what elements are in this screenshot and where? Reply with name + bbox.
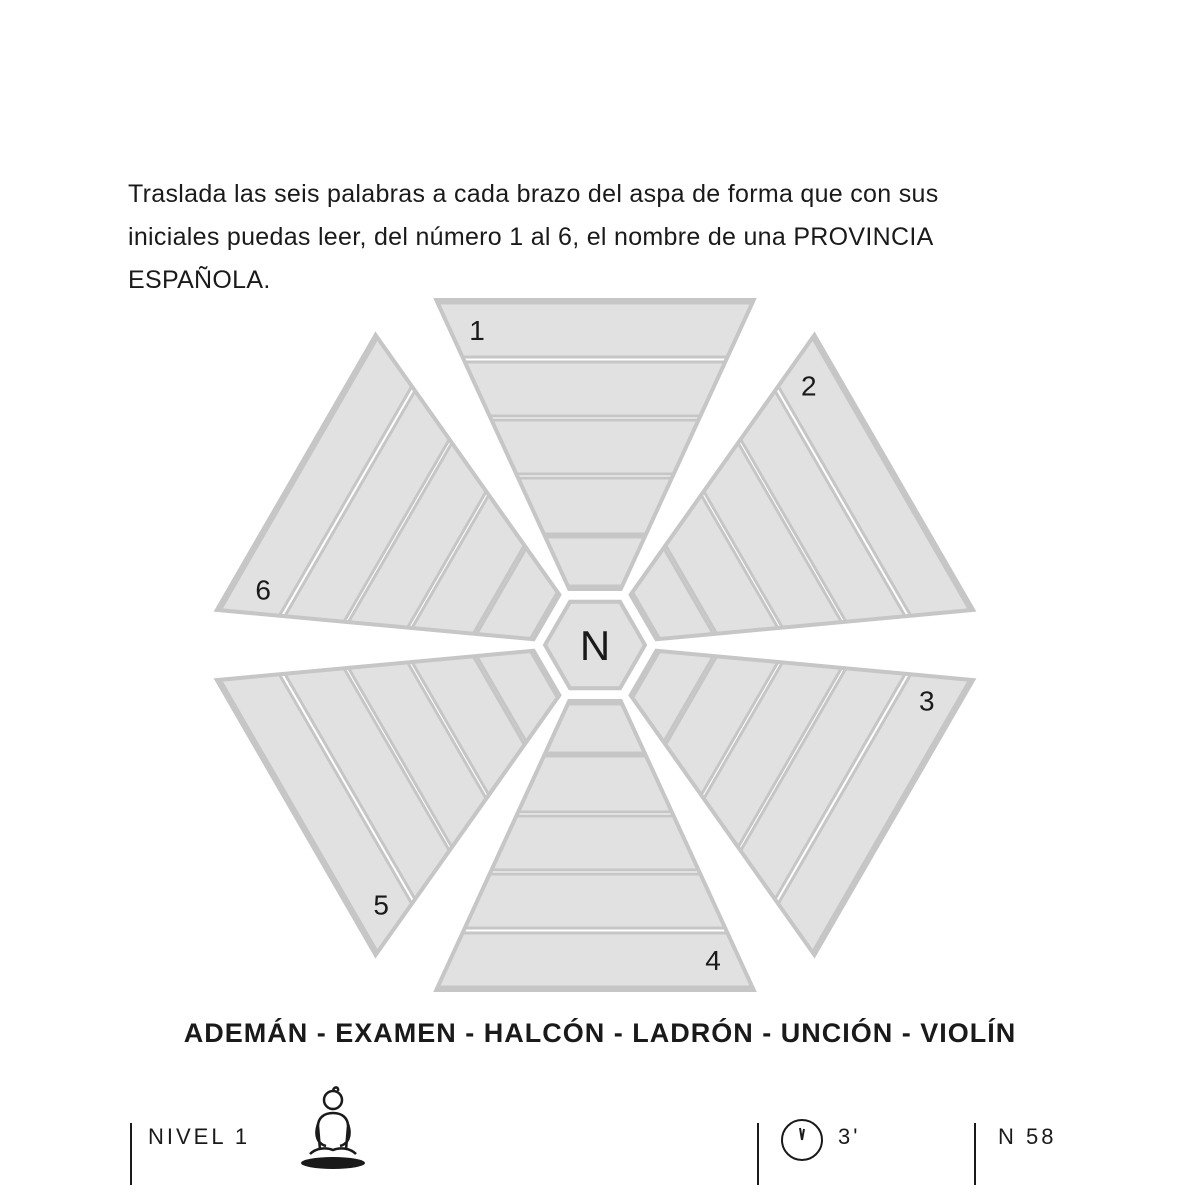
time-label: 3' — [838, 1124, 861, 1149]
arm-number-5: 5 — [373, 889, 389, 921]
arm-number-1: 1 — [469, 315, 485, 346]
clock-icon — [779, 1117, 825, 1163]
answer-cell-arm-1-row-4[interactable] — [465, 362, 725, 416]
puzzle-number: N 58 — [998, 1124, 1057, 1149]
level-label: NIVEL 1 — [148, 1124, 251, 1149]
answer-cell-arm-4-row-4[interactable] — [465, 874, 725, 928]
answer-cell-arm-1-row-5[interactable] — [438, 303, 753, 357]
footer-divider-right — [974, 1123, 976, 1185]
word-list: ADEMÁN - EXAMEN - HALCÓN - LADRÓN - UNCIÓN - VIOLÍN — [183, 1018, 1017, 1048]
instructions-text: Traslada las seis palabras a cada brazo del aspa de forma que con sus iniciales puedas leer, del número 1 al 6, el nombre de una PROVINCIA ESPAÑOLA. — [128, 180, 939, 294]
arm-number-3: 3 — [919, 685, 935, 717]
answer-cell-arm-4-row-1[interactable] — [545, 704, 644, 753]
center-letter: N — [579, 622, 611, 669]
answer-cell-arm-4-row-3[interactable] — [492, 816, 699, 870]
arm-number-6: 6 — [255, 574, 271, 606]
answer-cell-arm-1-row-1[interactable] — [545, 537, 644, 586]
footer-divider-middle — [757, 1123, 759, 1185]
answer-cell-arm-1-row-3[interactable] — [492, 420, 699, 474]
footer-divider-left — [130, 1123, 132, 1185]
arm-number-2: 2 — [801, 370, 817, 402]
meditation-person-icon — [296, 1084, 366, 1174]
arm-number-4: 4 — [705, 945, 721, 976]
